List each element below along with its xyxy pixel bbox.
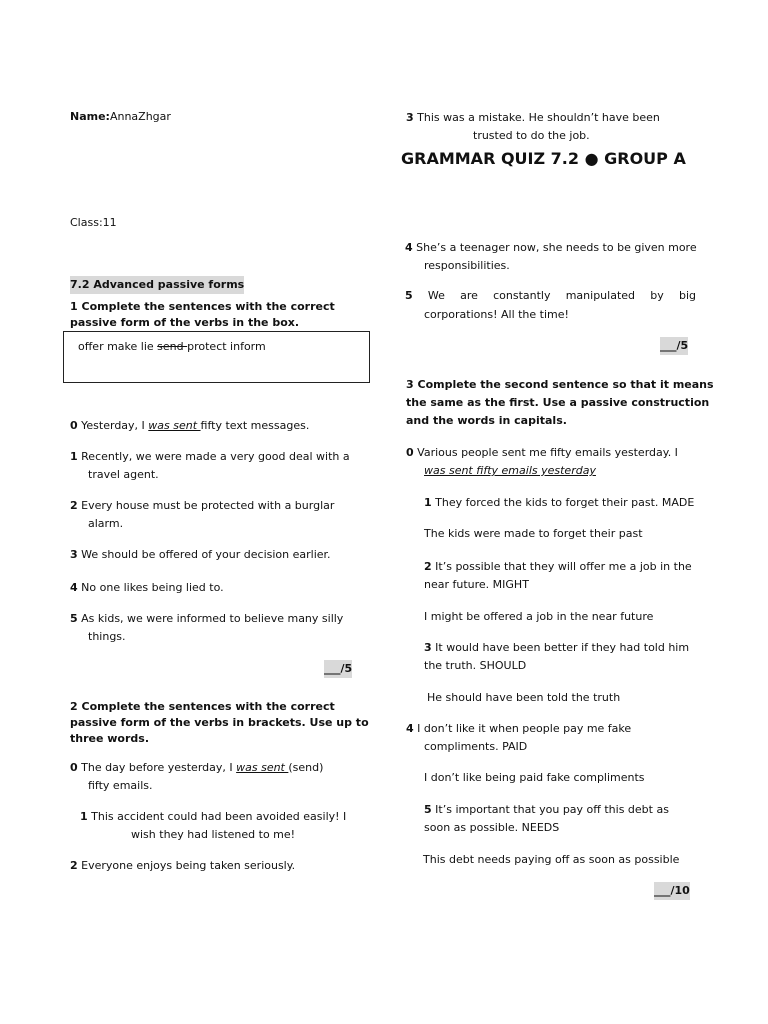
class-label: Class: [70,216,103,229]
exercise3-item-3-answer: He should have been told the truth [427,691,621,704]
page-title: GRAMMAR QUIZ 7.2 ● GROUP A [401,149,686,168]
exercise2-item-5-line2: corporations! All the time! [424,308,569,321]
name-field [70,108,171,126]
example-answer: was sent [236,761,289,774]
exercise1-score: ___/5 [324,660,352,678]
exercise3-item-5: 5 It’s important that you pay off this debt as [424,803,669,816]
exercise2-score: ___/5 [660,337,688,355]
name-label: Name: [70,110,110,123]
exercise2-instruction-line3: three words. [70,732,150,745]
name-value: AnnaZhgar [109,110,171,123]
example-answer: was sent fifty emails yesterday [424,464,596,477]
exercise3-item-3-line2: the truth. SHOULD [424,659,527,672]
exercise3-item-3: 3 It would have been better if they had told him [424,641,690,654]
exercise1-item-2-line2: alarm. [88,517,124,530]
exercise3-item-2-answer: I might be offered a job in the near future [424,610,654,623]
exercise3-item-4-answer: I don’t like being paid fake compliments [424,771,645,784]
exercise3-item-2: 2 It’s possible that they will offer me a job in the [424,560,692,573]
struck-word: send [157,340,188,353]
exercise3-item-4: 4 I don’t like it when people pay me fake [406,722,632,735]
exercise2-item-1-line2: wish they had listened to me! [131,828,296,841]
exercise3-item-4-line2: compliments. PAID [424,740,528,753]
exercise1-item-5: 5 As kids, we were informed to believe many silly [70,612,344,625]
exercise3-item-1: 1 They forced the kids to forget their past. MADE [424,496,695,509]
exercise3-item-5-answer: This debt needs paying off as soon as possible [423,853,680,866]
exercise3-instruction-line2: the same as the first. Use a passive construction [406,396,710,409]
exercise3-instruction: 3 Complete the second sentence so that it means [406,378,714,391]
exercise1-instruction-line2: passive form of the verbs in the box. [70,316,300,329]
exercise1-item-4: 4 No one likes being lied to. [70,581,224,594]
exercise2-item-4: 4 She’s a teenager now, she needs to be given more [405,241,697,254]
exercise1-item-1: 1 Recently, we were made a very good deal with a [70,450,350,463]
exercise1-instruction: 1 Complete the sentences with the correct [70,300,335,313]
exercise1-item-3: 3 We should be offered of your decision earlier. [70,548,331,561]
exercise3-item-2-line2: near future. MIGHT [424,578,529,591]
class-value: 11 [102,216,117,229]
exercise2-item-1: 1 This accident could had been avoided easily! I [80,810,347,823]
exercise3-item-1-answer: The kids were made to forget their past [424,527,643,540]
exercise3-instruction-line3: and the words in capitals. [406,414,567,427]
section-heading: 7.2 Advanced passive forms [70,276,244,294]
exercise2-item-3-line2: trusted to do the job. [473,129,590,142]
exercise3-score: ___/10 [654,882,690,900]
example-answer: was sent [148,419,201,432]
exercise1-item-1-line2: travel agent. [88,468,159,481]
exercise1-item-2: 2 Every house must be protected with a burglar [70,499,335,512]
class-field [70,214,117,232]
exercise3-item-0: 0 Various people sent me fifty emails yesterday. I [406,446,678,459]
exercise3-item-5-line2: soon as possible. NEEDS [424,821,560,834]
exercise2-item-5: 5 We are constantly manipulated by big [405,289,696,302]
exercise2-item-4-line2: responsibilities. [424,259,510,272]
exercise2-instruction: 2 Complete the sentences with the correct [70,700,335,713]
exercise2-item-2: 2 Everyone enjoys being taken seriously. [70,859,296,872]
exercise2-item-0-line2: fifty emails. [88,779,153,792]
exercise1-item-5-line2: things. [88,630,126,643]
word-box-content: offer make lie send protect inform [78,340,266,353]
exercise2-instruction-line2: passive form of the verbs in brackets. Use up to [70,716,369,729]
exercise2-item-3: 3 This was a mistake. He shouldn’t have been [406,111,660,124]
exercise2-item-0: 0 The day before yesterday, I was sent (send) [70,761,324,774]
exercise1-item-0: 0 Yesterday, I was sent fifty text messages. [70,419,310,432]
